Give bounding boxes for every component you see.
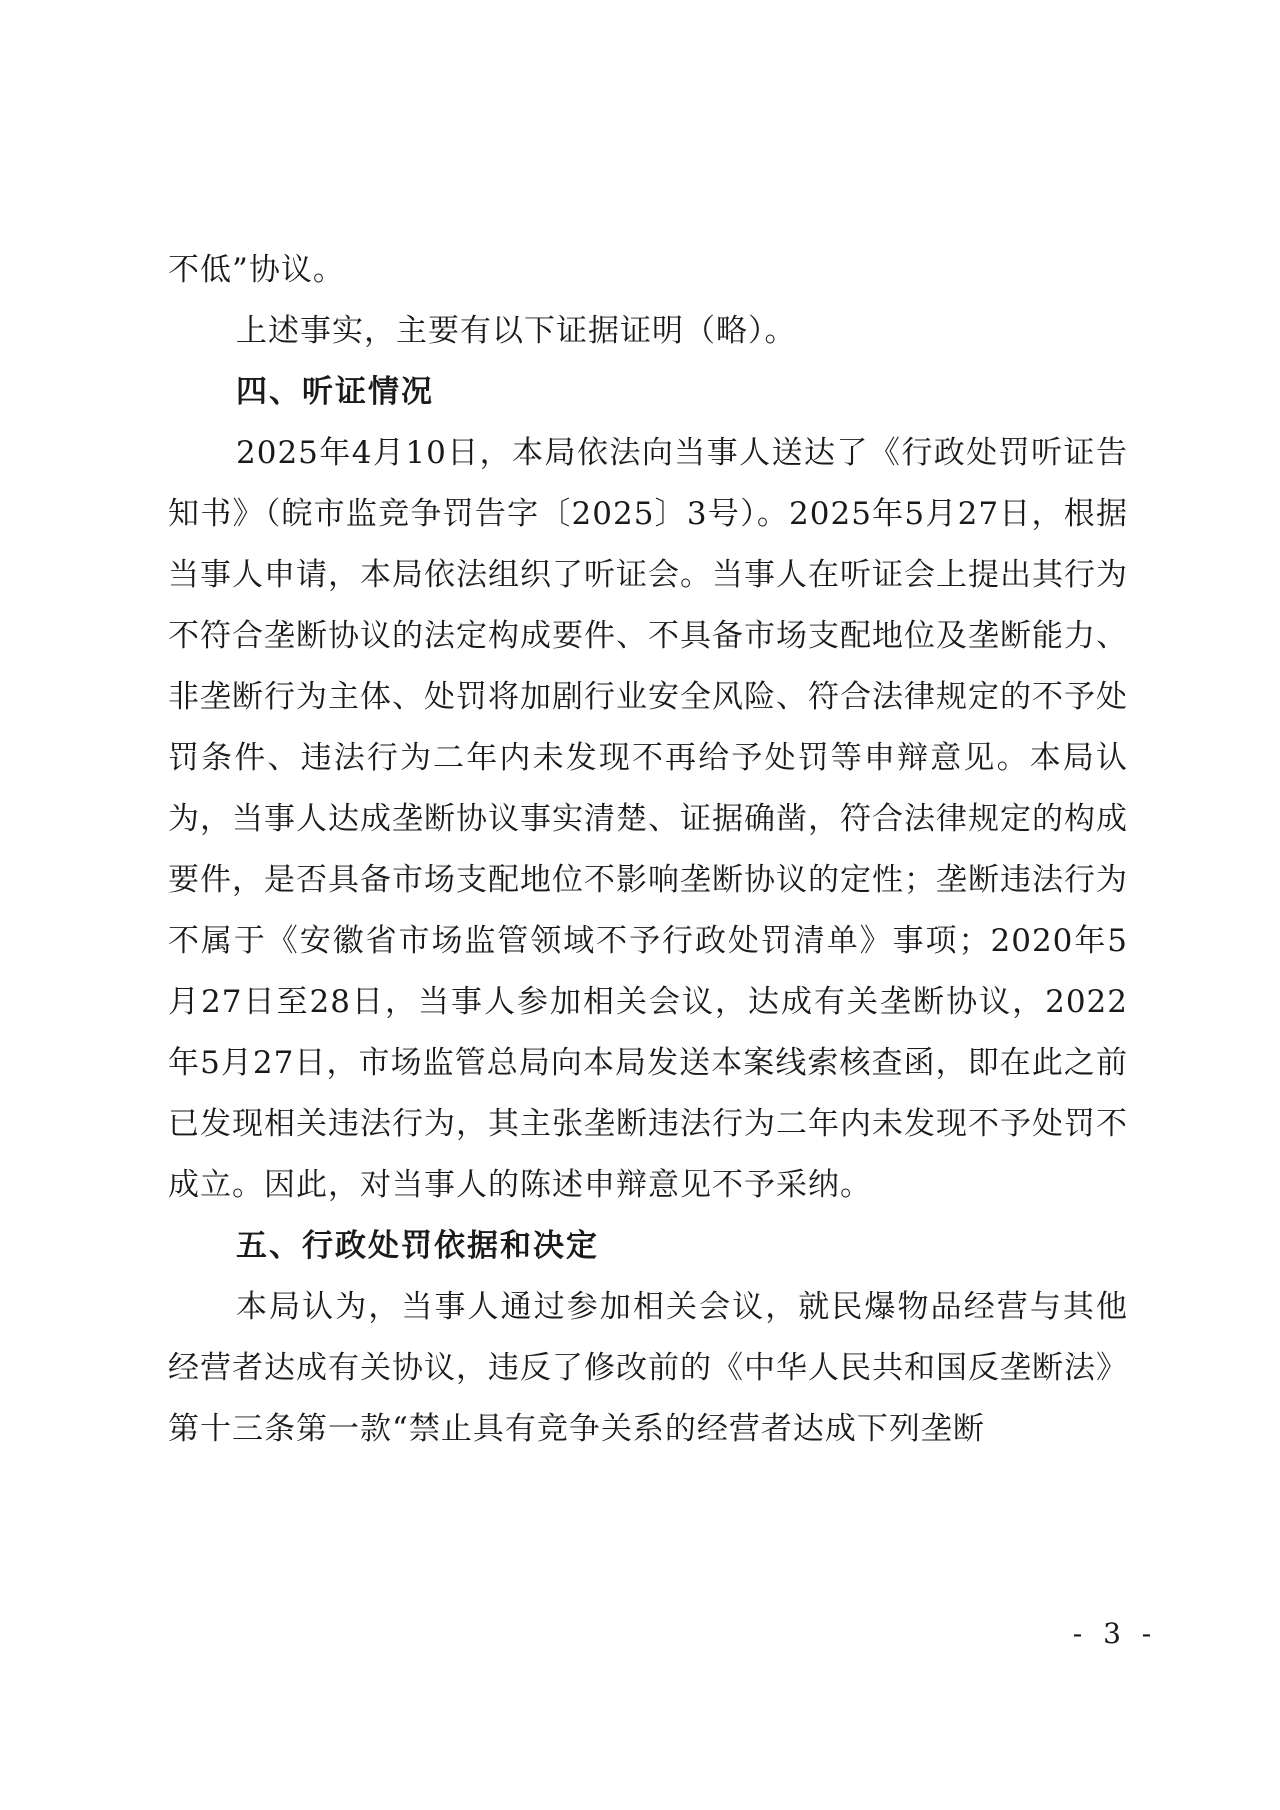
paragraph-penalty: 本局认为，当事人通过参加相关会议，就民爆物品经营与其他经营者达成有关协议，违反了修改前的《中华人民共和国反垄断法》第十三条第一款“禁止具有竞争关系的经营者达成下列垄断 — [168, 1289, 1128, 1447]
document-body — [168, 240, 1128, 1460]
section-heading-penalty: 五、行政处罚依据和决定 — [236, 1228, 599, 1264]
page-number: - 3 - — [1072, 1617, 1158, 1650]
section-heading-hearing: 四、听证情况 — [236, 374, 434, 410]
paragraph-continuation: 不低”协议。 — [168, 252, 345, 288]
paragraph-evidence: 上述事实，主要有以下证据证明（略）。 — [236, 313, 797, 349]
paragraph-hearing: 2025年4月10日，本局依法向当事人送达了《行政处罚听证告知书》（皖市监竞争罚告字〔2025〕3号）。2025年5月27日，根据当事人申请，本局依法组织了听证会。当事人在听证会上提出其行为不符合垄断协议的法定构成要件、不具备市场支配地位及垄断能力、非垄断行为主体、处罚将加剧行业安全风险、符合法律规定的不予处罚条件、违法行为二年内未发现不再给予处罚等申辩意见。本局认为，当事人达成垄断协议事实清楚、证据确凿，符合法律规定的构成要件，是否具备市场支配地位不影响垄断协议的定性；垄断违法行为不属于《安徽省市场监管领域不予行政处罚清单》事项；2020年5月27日至28日，当事人参加相关会议，达成有关垄断协议，2022年5月27日，市场监管总局向本局发送本案线索核查函，即在此之前已发现相关违法行为，其主张垄断违法行为二年内未发现不予处罚不成立。因此，对当事人的陈述申辩意见不予采纳。 — [168, 435, 1128, 1203]
